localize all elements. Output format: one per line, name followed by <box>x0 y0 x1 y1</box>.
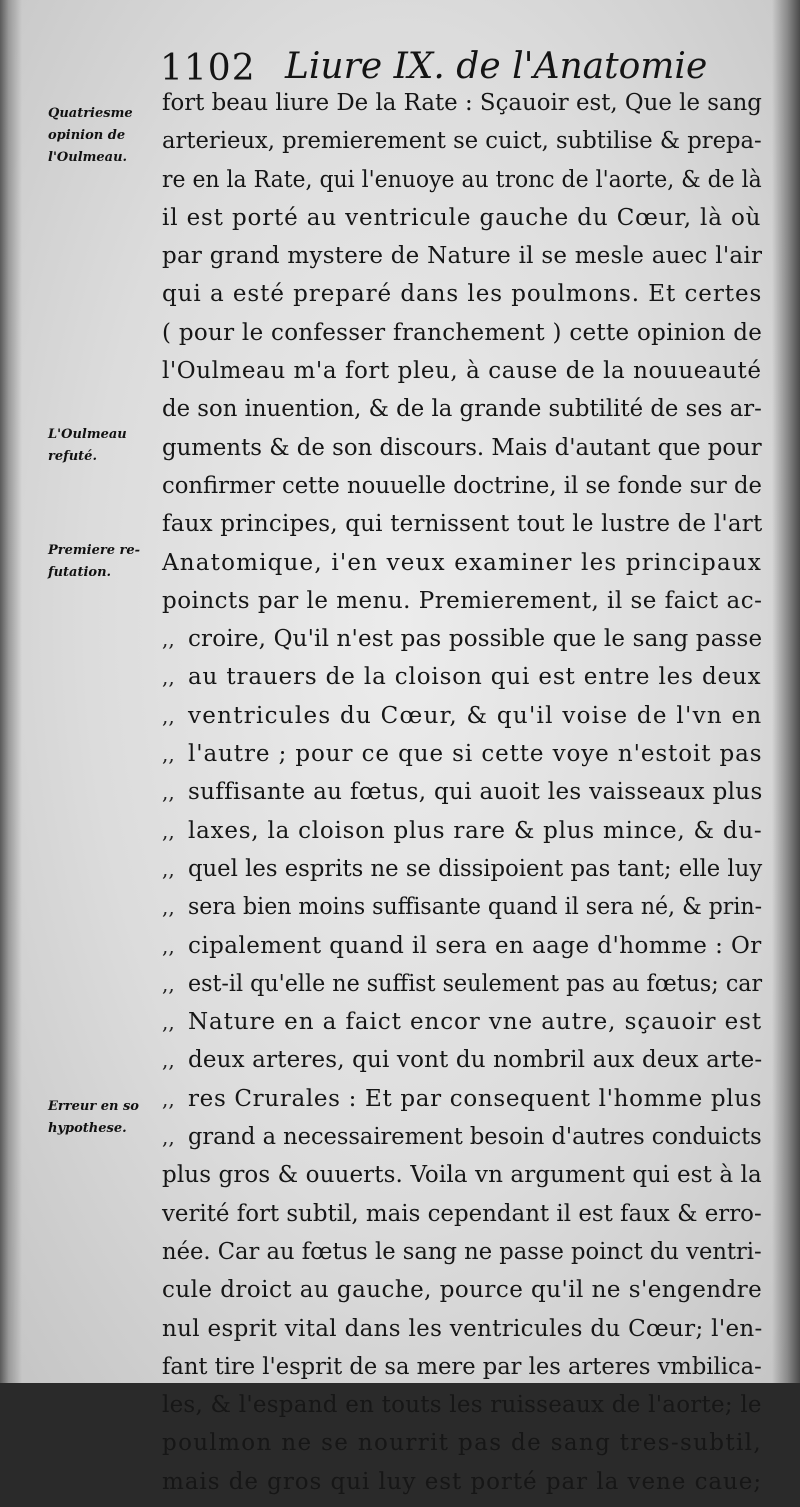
text-line <box>162 205 762 243</box>
text-line <box>162 243 762 281</box>
quotation-mark: ,, <box>162 1048 175 1073</box>
text-line <box>162 703 762 741</box>
text-line <box>162 281 762 319</box>
line-text: l'autre ; pour ce que si cette voye n'estoit pas <box>188 741 763 768</box>
line-text: guments & de son discours. Mais d'autant que pour <box>162 434 762 461</box>
text-line <box>162 435 762 473</box>
quotation-mark: ,, <box>162 1125 175 1150</box>
page-edge-shadow <box>772 0 800 1383</box>
line-text: fort beau liure De la Rate : Sçauoir est, Que le sang <box>162 90 762 116</box>
text-line <box>162 1201 762 1239</box>
text-line <box>162 167 762 205</box>
line-text: les, & l'espand en touts les ruisseaux de l'aorte; le <box>162 1392 762 1419</box>
line-text: Nature en a faict encor vne autre, sçauoir est <box>188 1009 763 1036</box>
quotation-mark: ,, <box>162 627 175 652</box>
text-line <box>162 664 762 702</box>
text-line <box>162 320 762 358</box>
margin-note-oulmeau-refute: L'Oulmeau refuté. <box>48 427 127 464</box>
line-text: ventricules du Cœur, & qu'il voise de l'vn en <box>188 702 763 729</box>
line-text: re en la Rate, qui l'enuoye au tronc de l'aorte, & de là <box>162 166 762 193</box>
line-text: sera bien moins suffisante quand il sera né, & prin- <box>188 894 763 921</box>
line-text: suffisante au fœtus, qui auoit les vaisseaux plus <box>188 779 763 806</box>
quotation-mark: ,, <box>162 1010 175 1035</box>
text-line <box>162 1009 762 1047</box>
margin-note-quatriesme-opinion: Quatriesme opinion de l'Oulmeau. <box>48 106 133 165</box>
text-line <box>162 1392 762 1430</box>
line-text: croire, Qu'il n'est pas possible que le sang passe <box>188 626 763 653</box>
text-line <box>162 1469 762 1507</box>
line-text: l'Oulmeau m'a fort pleu, à cause de la nouueauté <box>162 358 762 385</box>
line-text: au trauers de la cloison qui est entre les deux <box>188 664 762 691</box>
text-line <box>162 128 762 166</box>
text-line <box>162 1316 762 1354</box>
line-text: confirmer cette nouuelle doctrine, il se fonde sur de <box>162 472 762 499</box>
text-line <box>162 818 762 856</box>
line-text: cule droict au gauche, pource qu'il ne s'engendre <box>162 1277 763 1304</box>
text-line <box>162 741 762 779</box>
line-text: Anatomique, i'en veux examiner les principaux <box>162 549 762 576</box>
text-line <box>162 90 762 128</box>
text-line <box>162 1277 762 1315</box>
line-text: laxes, la cloison plus rare & plus mince, & du- <box>188 817 763 844</box>
text-line <box>162 1162 762 1200</box>
line-text: née. Car au fœtus le sang ne passe poinct du ventri- <box>162 1238 762 1265</box>
line-text: de son inuention, & de la grande subtilité de ses ar- <box>162 396 762 423</box>
line-text: faux principes, qui ternissent tout le lustre de l'art <box>162 511 763 538</box>
quotation-mark: ,, <box>162 971 175 996</box>
text-line <box>162 1239 762 1277</box>
quotation-mark: ,, <box>162 742 175 767</box>
text-line <box>162 971 762 1009</box>
margin-note-erreur-hypothese: Erreur en so hypothese. <box>48 1099 139 1136</box>
text-line <box>162 1086 762 1124</box>
quotation-mark: ,, <box>162 856 175 881</box>
line-text: ( pour le confesser franchement ) cette opinion de <box>162 319 763 346</box>
binding-shadow <box>0 0 22 1383</box>
line-text: il est porté au ventricule gauche du Cœur, là où <box>162 204 762 231</box>
text-line <box>162 1354 762 1392</box>
line-text: deux arteres, qui vont du nombril aux deux arte- <box>188 1047 763 1074</box>
margin-notes <box>48 0 174 1383</box>
running-title: Liure IX. de l'Anatomie <box>285 46 708 87</box>
quotation-mark: ,, <box>162 933 175 958</box>
quotation-mark: ,, <box>162 665 175 690</box>
text-line <box>162 779 762 817</box>
text-line <box>162 1430 762 1468</box>
line-text: quel les esprits ne se dissipoient pas tant; elle luy <box>188 855 763 882</box>
line-text: par grand mystere de Nature il se mesle auec l'air <box>162 243 763 270</box>
line-text: plus gros & ouuerts. Voila vn argument qui est à la <box>162 1162 762 1189</box>
text-line <box>162 1047 762 1085</box>
line-text: poulmon ne se nourrit pas de sang tres-subtil, <box>162 1430 763 1457</box>
line-text: grand a necessairement besoin d'autres conduicts <box>188 1124 762 1151</box>
line-text: verité fort subtil, mais cependant il est faux & erro- <box>162 1200 762 1227</box>
text-line <box>162 588 762 626</box>
line-text: mais de gros qui luy est porté par la vene caue; <box>162 1468 763 1495</box>
line-text: qui a esté preparé dans les poulmons. Et certes <box>162 281 763 308</box>
line-text: cipalement quand il sera en aage d'homme : Or <box>188 932 762 959</box>
line-text: est-il qu'elle ne suffist seulement pas au fœtus; car <box>188 970 763 997</box>
text-line <box>162 1124 762 1162</box>
quotation-mark: ,, <box>162 1086 175 1111</box>
line-text: arterieux, premierement se cuict, subtilise & prepa- <box>162 128 762 155</box>
margin-note-premiere-refutation: Premiere re- futation. <box>48 543 141 580</box>
text-line <box>162 550 762 588</box>
body-text <box>162 90 762 1507</box>
text-line <box>162 511 762 549</box>
quotation-mark: ,, <box>162 780 175 805</box>
text-line <box>162 473 762 511</box>
quotation-mark: ,, <box>162 895 175 920</box>
text-line <box>162 396 762 434</box>
quotation-mark: ,, <box>162 818 175 843</box>
line-text: nul esprit vital dans les ventricules du Cœur; l'en- <box>162 1315 763 1342</box>
line-text: fant tire l'esprit de sa mere par les arteres vmbilica- <box>162 1353 762 1380</box>
quotation-mark: ,, <box>162 703 175 728</box>
text-line <box>162 626 762 664</box>
text-line <box>162 894 762 932</box>
text-line <box>162 933 762 971</box>
line-text: res Crurales : Et par consequent l'homme plus <box>188 1085 763 1112</box>
text-line <box>162 856 762 894</box>
page-number: 1102 <box>160 48 256 89</box>
text-line <box>162 358 762 396</box>
line-text: poincts par le menu. Premierement, il se faict ac- <box>162 587 763 614</box>
